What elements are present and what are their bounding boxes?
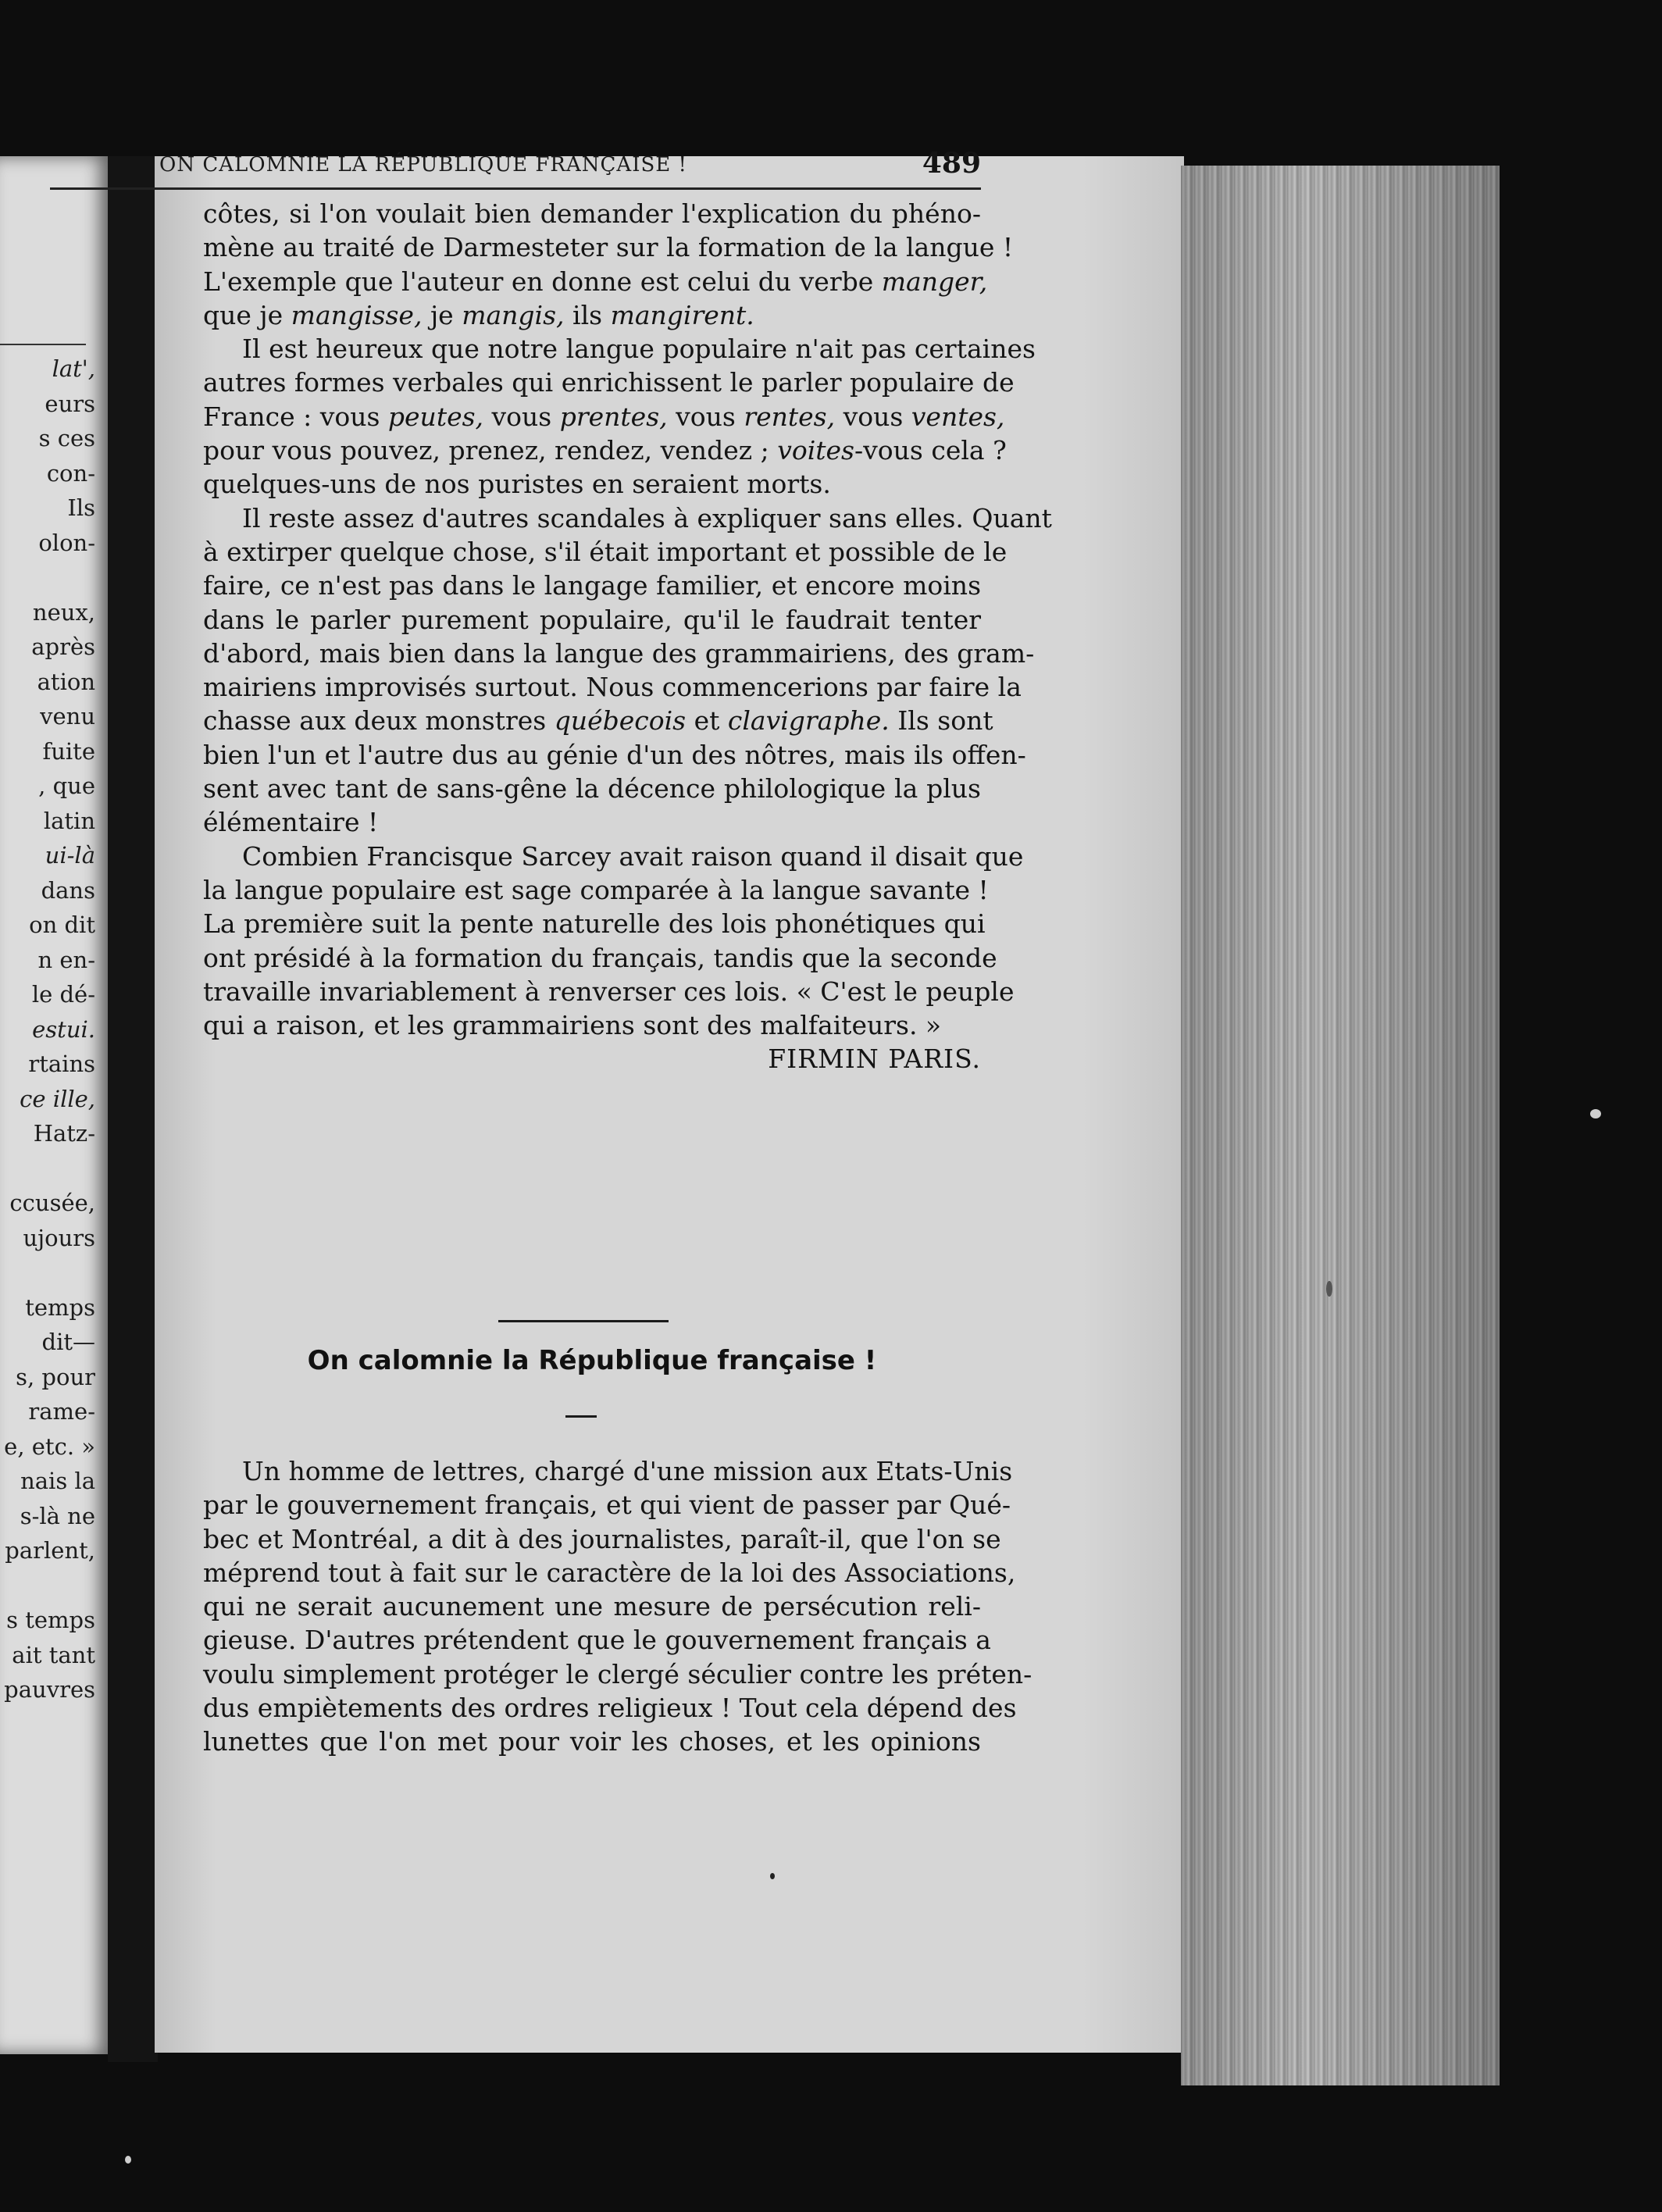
previous-page-line: pauvres bbox=[4, 1676, 95, 1703]
text-run: ont présidé à la formation du français, tandis que la seconde bbox=[203, 942, 997, 973]
text-run: voites bbox=[777, 435, 854, 466]
page-block-edge bbox=[1181, 166, 1500, 2085]
text-line bbox=[203, 1042, 981, 1076]
text-run: dans le parler purement populaire, qu'il le faudrait tenter bbox=[203, 604, 981, 635]
previous-page-line: temps bbox=[25, 1293, 95, 1321]
previous-page-line: latin bbox=[43, 807, 95, 834]
previous-page-line: neux, bbox=[32, 598, 95, 626]
text-line bbox=[203, 637, 1035, 670]
text-run: chasse aux deux monstres bbox=[203, 705, 555, 737]
text-line bbox=[203, 941, 997, 975]
previous-page-line: eurs bbox=[45, 390, 95, 417]
text-line bbox=[203, 1691, 1017, 1725]
text-run: québecois bbox=[554, 705, 687, 737]
text-run: la langue populaire est sage comparée à la langue savante ! bbox=[203, 874, 989, 905]
previous-page-line: s, pour bbox=[16, 1363, 95, 1390]
text-run: qui a raison, et les grammairiens sont des malfaiteurs. » bbox=[203, 1010, 942, 1041]
text-run: côtes, si l'on voulait bien demander l'explication du phéno- bbox=[203, 198, 981, 229]
text-run: clavigraphe. bbox=[727, 705, 890, 737]
running-title: ON CALOMNIE LA RÉPUBLIQUE FRANÇAISE ! bbox=[159, 153, 687, 177]
text-run: quelques-uns de nos puristes en seraient morts. bbox=[203, 469, 831, 500]
previous-page-line: Hatz- bbox=[33, 1120, 95, 1147]
previous-page-line: con- bbox=[46, 459, 95, 487]
text-run: lunettes que l'on met pour voir les choses, et les opinions bbox=[203, 1726, 981, 1757]
previous-page-line: ccusée, bbox=[9, 1190, 95, 1216]
text-run: pour vous pouvez, prenez, rendez, vendez ; bbox=[203, 435, 778, 466]
text-run: -vous cela ? bbox=[854, 435, 1007, 466]
text-run: mangirent. bbox=[610, 299, 754, 330]
text-line bbox=[203, 772, 981, 805]
page-number: 489 bbox=[922, 147, 981, 180]
text-line bbox=[203, 298, 981, 332]
text-line bbox=[203, 1008, 981, 1042]
running-header bbox=[159, 147, 981, 181]
text-run: ventes, bbox=[911, 401, 1005, 432]
previous-page-line: parlent, bbox=[5, 1537, 95, 1564]
text-line bbox=[203, 1657, 1033, 1691]
text-line bbox=[203, 569, 981, 602]
text-line bbox=[203, 366, 1015, 399]
text-run: dus empiètements des ordres religieux ! Tout cela dépend des bbox=[203, 1693, 1017, 1724]
text-line bbox=[203, 1454, 1013, 1488]
text-run: mène au traité de Darmesteter sur la formation de la langue ! bbox=[203, 232, 1014, 263]
previous-page-line: rtains bbox=[28, 1051, 95, 1077]
book-gutter bbox=[108, 156, 158, 2062]
previous-page-line: s ces bbox=[38, 425, 95, 451]
text-run: voulu simplement protéger le clergé séculier contre les préten- bbox=[203, 1658, 1033, 1689]
previous-page-line: venu bbox=[40, 703, 95, 730]
previous-page-line: fuite bbox=[42, 737, 95, 765]
text-line bbox=[203, 840, 1024, 873]
text-run: rentes, bbox=[744, 401, 836, 432]
text-run: faire, ce n'est pas dans le langage familier, et encore moins bbox=[203, 570, 981, 601]
text-line bbox=[203, 1623, 991, 1657]
text-run: bien l'un et l'autre dus au génie d'un des nôtres, mais ils offen- bbox=[203, 739, 1026, 770]
text-run: Un homme de lettres, chargé d'une mission aux Etats-Unis bbox=[242, 1456, 1013, 1486]
text-run: d'abord, mais bien dans la langue des grammairiens, des gram- bbox=[203, 637, 1035, 669]
text-run: sent avec tant de sans-gêne la décence philologique la plus bbox=[203, 773, 981, 805]
text-run: manger, bbox=[881, 266, 988, 297]
previous-page-line: Ils bbox=[67, 494, 95, 521]
text-line bbox=[203, 197, 981, 230]
text-line bbox=[203, 1522, 1001, 1556]
ink-speck bbox=[770, 1873, 775, 1879]
text-run: méprend tout à fait sur le caractère de la loi des Associations, bbox=[203, 1557, 1016, 1588]
previous-page-line: e, etc. » bbox=[4, 1432, 95, 1460]
text-line bbox=[203, 603, 981, 637]
text-line bbox=[203, 907, 986, 940]
text-run: vous bbox=[483, 401, 560, 432]
previous-page-line: , que bbox=[38, 772, 95, 799]
previous-page bbox=[0, 156, 111, 2054]
author-signature: FIRMIN PARIS. bbox=[768, 1044, 981, 1075]
previous-page-rule bbox=[0, 344, 86, 345]
text-run: France : vous bbox=[203, 401, 388, 432]
new-article-text bbox=[203, 1454, 1033, 1759]
previous-page-line: s-là ne bbox=[20, 1502, 95, 1529]
text-line bbox=[203, 467, 981, 501]
text-line bbox=[203, 1556, 1016, 1589]
text-run: La première suit la pente naturelle des lois phonétiques qui bbox=[203, 908, 986, 940]
text-line bbox=[203, 230, 1014, 264]
text-run: je bbox=[422, 299, 462, 330]
previous-page-line: après bbox=[31, 633, 95, 660]
text-line bbox=[203, 1589, 981, 1623]
text-line bbox=[203, 265, 988, 298]
heading-dash bbox=[565, 1415, 597, 1418]
text-run: à extirper quelque chose, s'il était important et possible de le bbox=[203, 536, 1008, 567]
text-run: autres formes verbales qui enrichissent le parler populaire de bbox=[203, 367, 1015, 398]
text-line bbox=[203, 704, 993, 737]
previous-page-line: ait tant bbox=[12, 1641, 95, 1668]
text-run: travaille invariablement à renverser ces lois. « C'est le peuple bbox=[203, 976, 1015, 1007]
text-run: peutes, bbox=[387, 401, 484, 432]
text-run: élémentaire ! bbox=[203, 807, 379, 838]
previous-page-line: s temps bbox=[6, 1607, 95, 1633]
previous-page-line: on dit bbox=[29, 912, 95, 938]
previous-page-line: estui. bbox=[32, 1015, 95, 1043]
previous-page-line: dans bbox=[41, 876, 95, 904]
text-run: Il est heureux que notre langue populaire n'ait pas certaines bbox=[242, 334, 1036, 365]
text-run: mairiens improvisés surtout. Nous commencerions par faire la bbox=[203, 672, 1022, 703]
article-continuation bbox=[203, 197, 1052, 1076]
text-line bbox=[203, 332, 1036, 366]
text-line bbox=[203, 535, 1008, 569]
previous-page-line: rame- bbox=[28, 1398, 95, 1425]
text-run: mangis, bbox=[462, 299, 565, 330]
previous-page-line: le dé- bbox=[31, 981, 95, 1008]
text-run: ils bbox=[564, 299, 611, 330]
text-run: Combien Francisque Sarcey avait raison quand il disait que bbox=[242, 840, 1024, 872]
text-run: mangisse, bbox=[291, 299, 423, 330]
text-run: L'exemple que l'auteur en donne est celui du verbe bbox=[203, 266, 882, 297]
text-run: bec et Montréal, a dit à des journalistes, paraît-il, que l'on se bbox=[203, 1523, 1001, 1554]
text-run: gieuse. D'autres prétendent que le gouvernement français a bbox=[203, 1625, 991, 1656]
section-separator bbox=[498, 1320, 669, 1322]
text-run: Il reste assez d'autres scandales à expliquer sans elles. Quant bbox=[242, 502, 1052, 533]
text-line bbox=[203, 975, 1015, 1008]
dust-speck bbox=[1326, 1281, 1332, 1297]
text-run: qui ne serait aucunement une mesure de persécution reli- bbox=[203, 1591, 981, 1622]
previous-page-line: n en- bbox=[37, 946, 95, 973]
text-run: par le gouvernement français, et qui vient de passer par Qué- bbox=[203, 1490, 1011, 1521]
previous-page-line: ui-là bbox=[45, 842, 95, 869]
text-run: vous bbox=[667, 401, 744, 432]
text-line bbox=[203, 501, 1052, 535]
text-line bbox=[203, 1725, 981, 1758]
text-run: et bbox=[686, 705, 728, 737]
previous-page-line: ation bbox=[37, 668, 95, 695]
header-rule bbox=[50, 187, 981, 190]
previous-page-line: olon- bbox=[38, 529, 95, 556]
text-run: vous bbox=[835, 401, 911, 432]
section-heading: On calomnie la République française ! bbox=[307, 1345, 877, 1376]
previous-page-line: nais la bbox=[20, 1468, 95, 1494]
previous-page-line: lat', bbox=[52, 355, 95, 382]
text-line bbox=[203, 670, 1022, 704]
text-line bbox=[203, 873, 989, 907]
text-line bbox=[203, 805, 981, 839]
dust-speck bbox=[125, 2156, 131, 2164]
previous-page-line: ce ille, bbox=[20, 1085, 95, 1112]
text-run: Ils sont bbox=[889, 705, 993, 737]
text-run: que je bbox=[203, 299, 291, 330]
text-run: prentes, bbox=[559, 401, 668, 432]
text-line bbox=[203, 433, 1007, 467]
text-line bbox=[203, 400, 1005, 433]
previous-page-line: dit— bbox=[41, 1329, 95, 1355]
text-line bbox=[203, 1488, 1011, 1522]
text-line bbox=[203, 738, 1026, 772]
dust-speck bbox=[1590, 1109, 1601, 1118]
previous-page-line: ujours bbox=[23, 1224, 95, 1251]
